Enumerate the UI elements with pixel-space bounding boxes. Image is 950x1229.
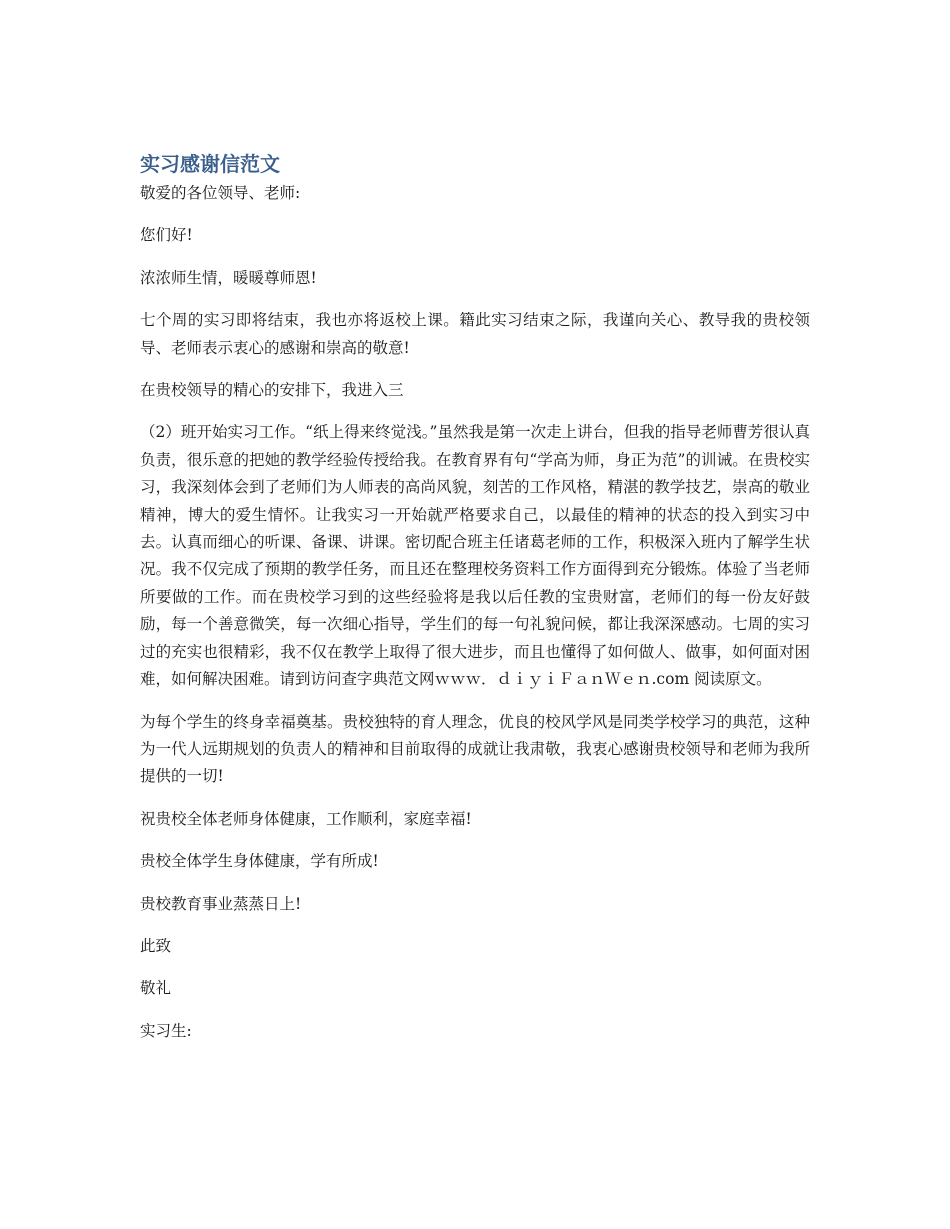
paragraph-internship-work: （2）班开始实习工作。“纸上得来终觉浅。”虽然我是第一次走上讲台，但我的指导老师曹芳很认真负责，很乐意的把她的教学经验传授给我。在教育界有句“学高为师，身正为范”的训诫。在贵校实习，我深刻体会到了老师们为人师表的高尚风貌，刻苦的工作风格，精湛的教学技艺，崇高的敬业精神，博大的爱生情怀。让我实习一开始就严格要求自己，以最佳的精神的状态的投入到实习中去。认真而细心的听课、备课、讲课。密切配合班主任诸葛老师的工作，积极深入班内了解学生状况。我不仅完成了预期的教学任务，而且还在整理校务资料工作方面得到充分锻炼。体验了当老师所要做的工作。而在贵校学习到的这些经验将是我以后任教的宝贵财富，老师们的每一份友好鼓励，每一个善意微笑，每一次细心指导，学生们的每一句礼貌问候，都让我深深感动。七周的实习过的充实也很精彩，我不仅在教学上取得了很大进步，而且也懂得了如何做人、做事，如何面对困难，如何解决困难。请到访问查字典范文网ｗｗｗ．ｄｉｙｉＦａｎＷｅｎ.com 阅读原文。 [140, 423, 810, 689]
greeting: 您们好! [140, 226, 193, 245]
document-title: 实习感谢信范文 [140, 152, 280, 176]
signature-intern: 实习生: [140, 1021, 192, 1040]
paragraph-thanks: 七个周的实习即将结束，我也亦将返校上课。籍此实习结束之际，我谨向关心、教导我的贵校领导、老师表示衷心的感谢和崇高的敬意! [140, 311, 810, 357]
opening-line: 浓浓师生情，暖暖尊师恩! [140, 268, 317, 287]
salutation: 敬爱的各位领导、老师: [140, 184, 301, 202]
closing-jingli: 敬礼 [140, 979, 172, 998]
paragraph-arrangement: 在贵校领导的精心的安排下，我进入三 [140, 381, 404, 400]
document-page [140, 150, 810, 1060]
paragraph-school-praise: 为每个学生的终身幸福奠基。贵校独特的育人理念，优良的校风学风是同类学校学习的典范，这种为一代人远期规划的负责人的精神和目前取得的成就让我肃敬，我衷心感谢贵校领导和老师为我所提供的一切! [140, 712, 810, 786]
wish-teachers: 祝贵校全体老师身体健康，工作顺利，家庭幸福! [140, 809, 472, 828]
wish-students: 贵校全体学生身体健康，学有所成! [140, 852, 379, 871]
closing-cizhi: 此致 [140, 936, 172, 955]
wish-education: 贵校教育事业蒸蒸日上! [140, 894, 302, 913]
